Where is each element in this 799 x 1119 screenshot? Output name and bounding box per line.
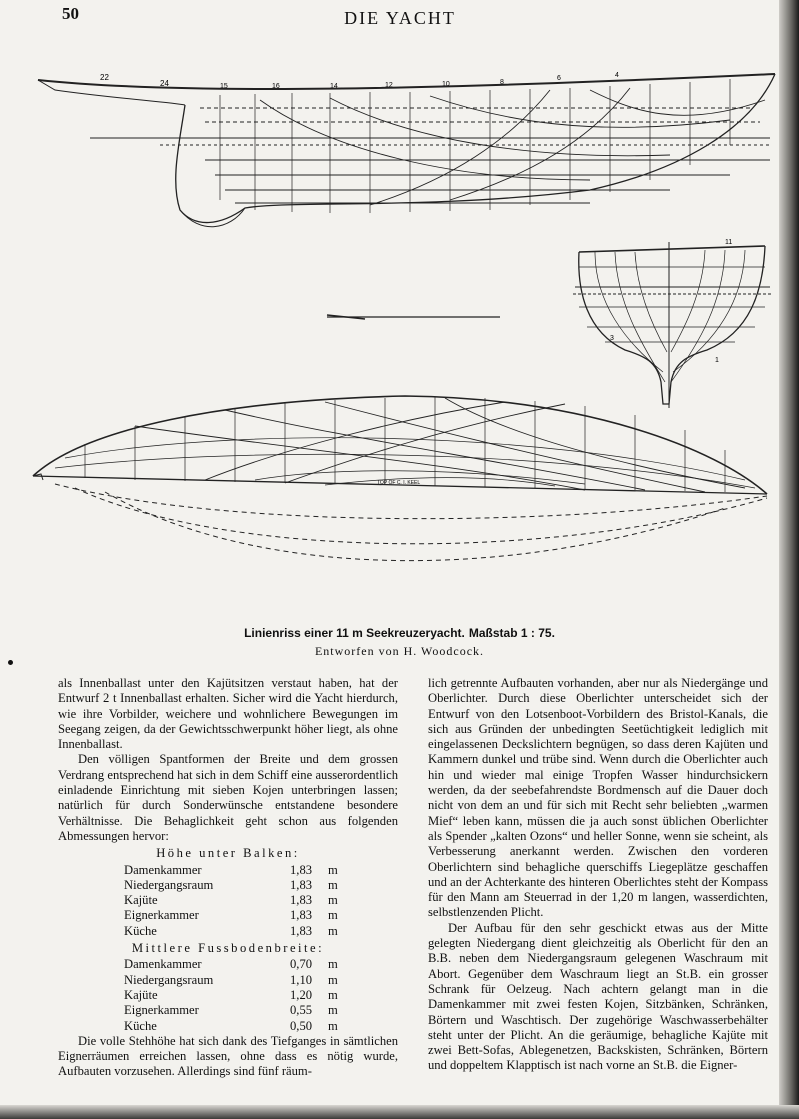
figure-caption [0, 624, 799, 659]
floor-width-table [124, 957, 358, 1033]
station-number-label: 8 [500, 79, 504, 86]
table-row [124, 957, 358, 972]
room-unit: m [328, 923, 338, 938]
table-heading: Mittlere Fussbodenbreite: [131, 941, 325, 956]
table-row [124, 988, 358, 1003]
paragraph: als Innenballast unter den Kajütsitzen verstaut haben, hat der Entwurf 2 t Innenballast erhalten. Sicher wird die Yacht hierdurch, wie ihre Vorbilder, weichere und wohnlichere Bewegungen im Seegang zeigen, da der Gewichtsschwerpunkt höher liegt, als ohne Innenballast. [58, 676, 398, 752]
room-value: 1,20 [290, 987, 313, 1002]
room-value: 1,83 [290, 862, 313, 877]
room-unit: m [328, 877, 338, 892]
table-row [124, 863, 358, 878]
table-row [124, 1003, 358, 1018]
room-name: Niedergangsraum [124, 972, 214, 987]
paragraph: Den völligen Spantformen der Breite und dem grossen Verdrang entsprechend hat sich in dem Schiff eine ausserordentlich einladende Einrichtung mit sieben Kojen unterbringen lassen; natürlich für durch Sonderwünsche entstandene besondere Verhältnisse. Die Behaglichkeit geht schon aus folgenden Abmessungen hervor: [58, 752, 398, 843]
table-row [124, 924, 358, 939]
plan-label: TOP OF C. I. KEEL [377, 480, 421, 486]
page-bottom-edge [0, 1105, 799, 1119]
room-value: 1,83 [290, 877, 313, 892]
caption-subtitle: Entworfen von H. Woodcock. [314, 644, 485, 658]
table-heading: Höhe unter Balken: [156, 846, 300, 861]
room-value: 0,55 [290, 1003, 313, 1018]
room-unit: m [328, 957, 338, 972]
station-number-label: 11 [725, 239, 733, 246]
paragraph: Der Aufbau für den sehr geschickt etwas aus der Mitte gelegten Niedergang dient gleichzeitig als Oberlicht für den an B.B. neben dem Niedergangsraum gelegenen Waschraum mit Abort. Gegenüber dem Waschraum liegt an St.B. ein grosser Schrank für Oelzeug. Nach achtern gelangt man in die Damenkammer mit zwei festen Kojen, Sitzbänken, Schränken, Börtern und Waschtisch. Der zugehörige Waschwasserbehälter steht unter der Plicht. An die geräumige, behagliche Kajüte mit zwei Bett-Sofas, Ablegenetzen, Backskisten, Schränken, Börtern und doppeltem Klapptisch ist nach vorne an St.B. die Eigner- [428, 920, 768, 1073]
station-number-label: 1 [715, 357, 719, 364]
table-row [124, 1019, 358, 1034]
paragraph: Die volle Stehhöhe hat sich dank des Tiefganges in sämtlichen Eignerräumen erreichen lassen, ohne dass es nötig wurde, Aufbauten vorzusehen. Allerdings sind fünf räum- [58, 1033, 398, 1079]
room-name: Kajüte [124, 987, 158, 1002]
margin-mark [8, 660, 13, 665]
caption-scale: Maßstab 1 : 75. [468, 626, 555, 640]
running-title: DIE YACHT [344, 8, 456, 28]
room-value: 0,50 [290, 1018, 313, 1033]
station-number-label: 4 [615, 72, 619, 79]
room-name: Niedergangsraum [124, 877, 214, 892]
room-name: Eignerkammer [124, 1003, 199, 1018]
room-unit: m [328, 1018, 338, 1033]
room-value: 1,10 [290, 972, 313, 987]
page-number: 50 [62, 4, 79, 23]
room-name: Kajüte [124, 893, 158, 908]
room-name: Damenkammer [124, 957, 202, 972]
profile-plan-drawing [30, 60, 790, 260]
scale-bar [325, 312, 505, 322]
room-value: 1,83 [290, 923, 313, 938]
room-value: 1,83 [290, 893, 313, 908]
station-number-label: 12 [385, 82, 393, 89]
room-name: Küche [124, 923, 157, 938]
caption-title: Linienriss einer 11 m Seekreuzeryacht. [244, 626, 465, 640]
room-value: 1,83 [290, 908, 313, 923]
table-row [124, 893, 358, 908]
room-unit: m [328, 908, 338, 923]
station-number-label: 16 [272, 83, 280, 90]
station-number-label: 14 [330, 83, 338, 90]
table-row [124, 973, 358, 988]
room-unit: m [328, 1003, 338, 1018]
body-plan-drawing [565, 232, 775, 412]
room-unit: m [328, 972, 338, 987]
room-value: 0,70 [290, 957, 313, 972]
room-name: Eignerkammer [124, 908, 199, 923]
station-number-label: 15 [220, 83, 228, 90]
room-unit: m [328, 987, 338, 1002]
room-name: Küche [124, 1018, 157, 1033]
station-number-label: 10 [442, 81, 450, 88]
room-unit: m [328, 862, 338, 877]
station-number-label: 24 [160, 79, 169, 88]
room-unit: m [328, 893, 338, 908]
station-number-label: 6 [557, 75, 561, 82]
left-column [58, 676, 398, 1080]
table-row [124, 878, 358, 893]
station-number-label: 22 [100, 73, 109, 82]
right-column [428, 676, 768, 1074]
table-row [124, 908, 358, 923]
paragraph: lich getrennte Aufbauten vorhanden, aber nur als Niedergänge und Oberlichter. Durch diese Oberlichter unterscheidet sich der Entwurf von den Lotsenboot-Vorbildern des Bristol-Kanals, die sich aus Gründen der unbedingten Seetüchtigkeit lediglich mit eingelassenen Deckslichtern begnügen, so dass deren Kajüten und Kammern dunkel und trübe sind. Wenn durch die Oberlichter auch hin und wieder mal einige Tropfen Wasser hindurchsickern werden, da der seebefahrendste Bordmensch auf die Dauer doch nicht von dem an und für sich mit Recht sehr beliebten „warmen Mief“ leben kann, müssen die ja auch sonst üblichen Oberlichter als Spender „kalten Ozons“ und heller Sonne, wenn sie scheint, als Verbesserung anerkannt werden. Zwischen den vorderen Oberlichtern sind behagliche querschiffs Liegeplätze geschaffen und an der Achterkante des hinteren Oberlichtes steht der Kompass für den Mann am Steuerrad in der 1,20 m langen, wasserdichten, selbstlenzenden Plicht. [428, 676, 768, 920]
room-name: Damenkammer [124, 862, 202, 877]
headroom-table [124, 863, 358, 939]
half-breadth-plan-drawing [25, 388, 780, 588]
station-number-label: 3 [610, 335, 614, 342]
